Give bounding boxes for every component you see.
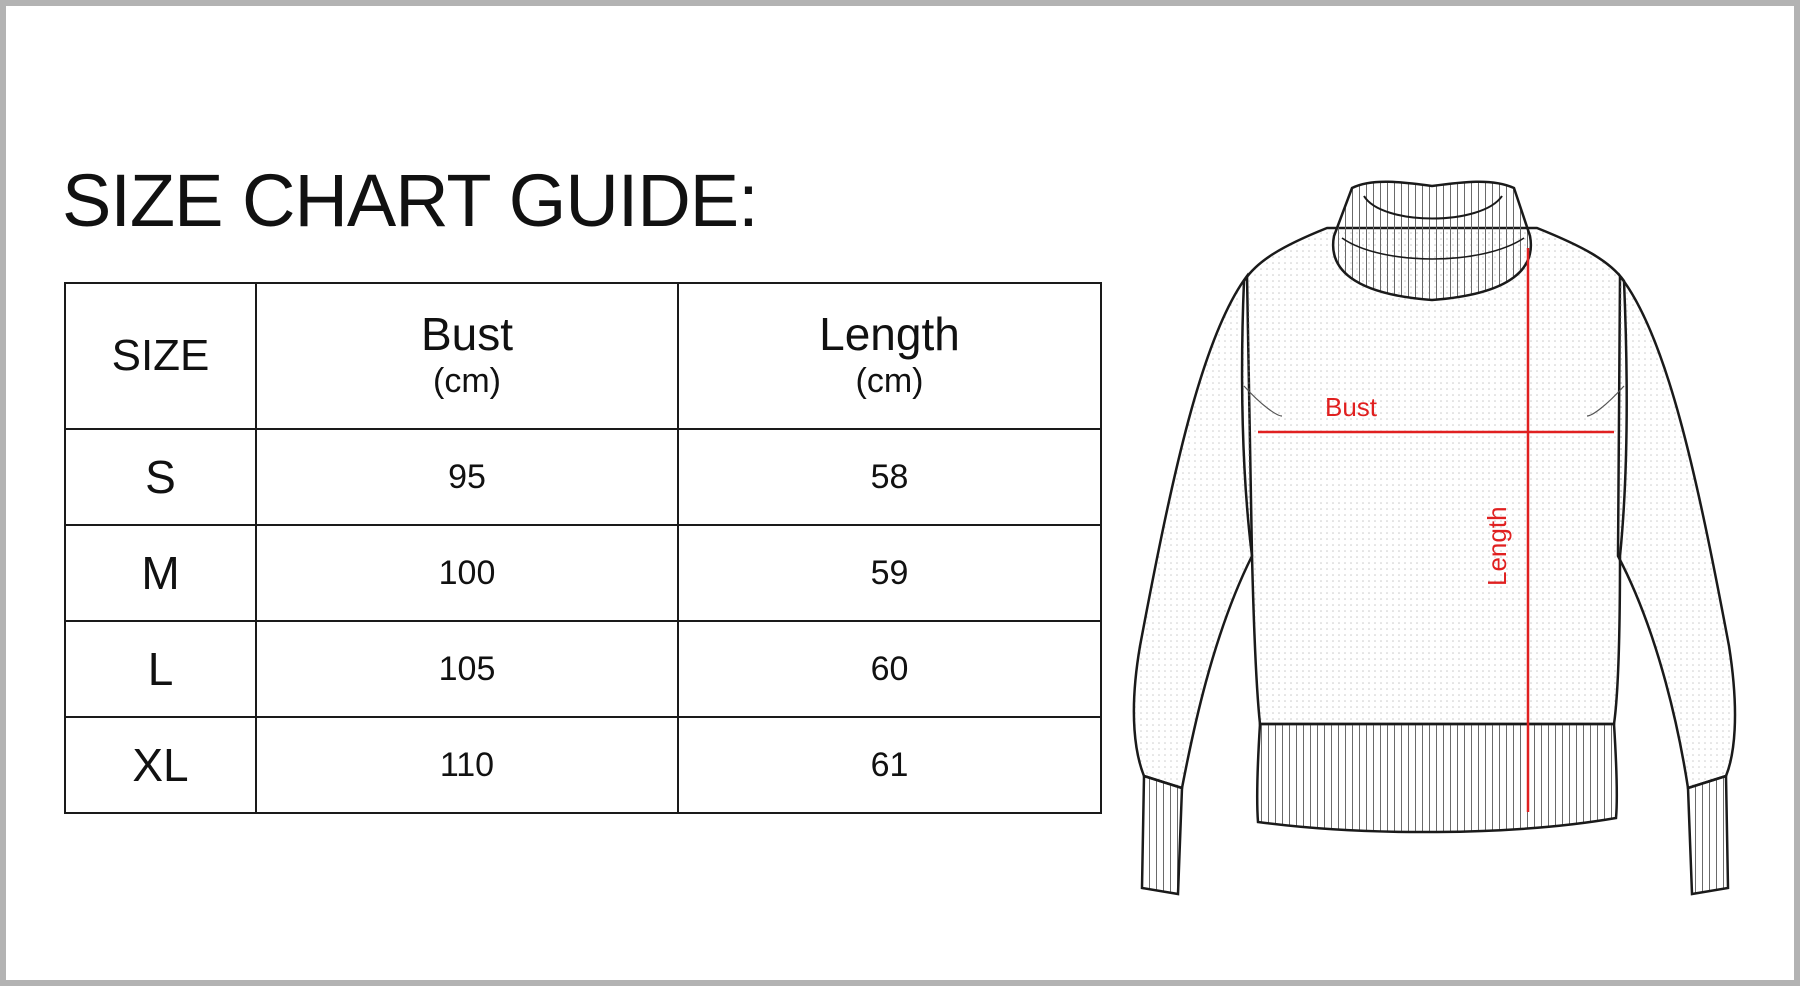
cell-length: 59 [678,525,1101,621]
cell-size: L [65,621,256,717]
cell-bust: 100 [256,525,678,621]
cell-bust: 105 [256,621,678,717]
header-bust-label: Bust [420,308,514,361]
header-size: SIZE [65,283,256,429]
header-bust [256,283,678,429]
sweater-hem [1257,724,1617,832]
bust-label: Bust [1325,392,1378,422]
size-table [64,282,1102,814]
cell-size: S [65,429,256,525]
length-label: Length [1482,506,1512,586]
cell-size: XL [65,717,256,813]
header-length-label: Length [819,308,960,361]
sweater-illustration [1132,176,1742,906]
left-cuff [1142,776,1182,894]
sweater-diagram [1132,176,1742,906]
sweater-body [1242,228,1627,724]
cell-length: 61 [678,717,1101,813]
right-sleeve [1618,276,1735,788]
cell-size: M [65,525,256,621]
table-row [65,525,1101,621]
header-length-unit: (cm) [855,362,924,401]
table-row [65,621,1101,717]
table-header-row [65,283,1101,429]
table-row [65,429,1101,525]
table-row [65,717,1101,813]
cell-bust: 95 [256,429,678,525]
cell-length: 60 [678,621,1101,717]
turtleneck-collar [1333,182,1531,300]
header-bust-unit: (cm) [433,362,501,401]
cell-bust: 110 [256,717,678,813]
left-sleeve [1134,276,1252,788]
header-length [678,283,1101,429]
page-title: SIZE CHART GUIDE: [62,159,758,242]
cell-length: 58 [678,429,1101,525]
right-cuff [1688,776,1728,894]
